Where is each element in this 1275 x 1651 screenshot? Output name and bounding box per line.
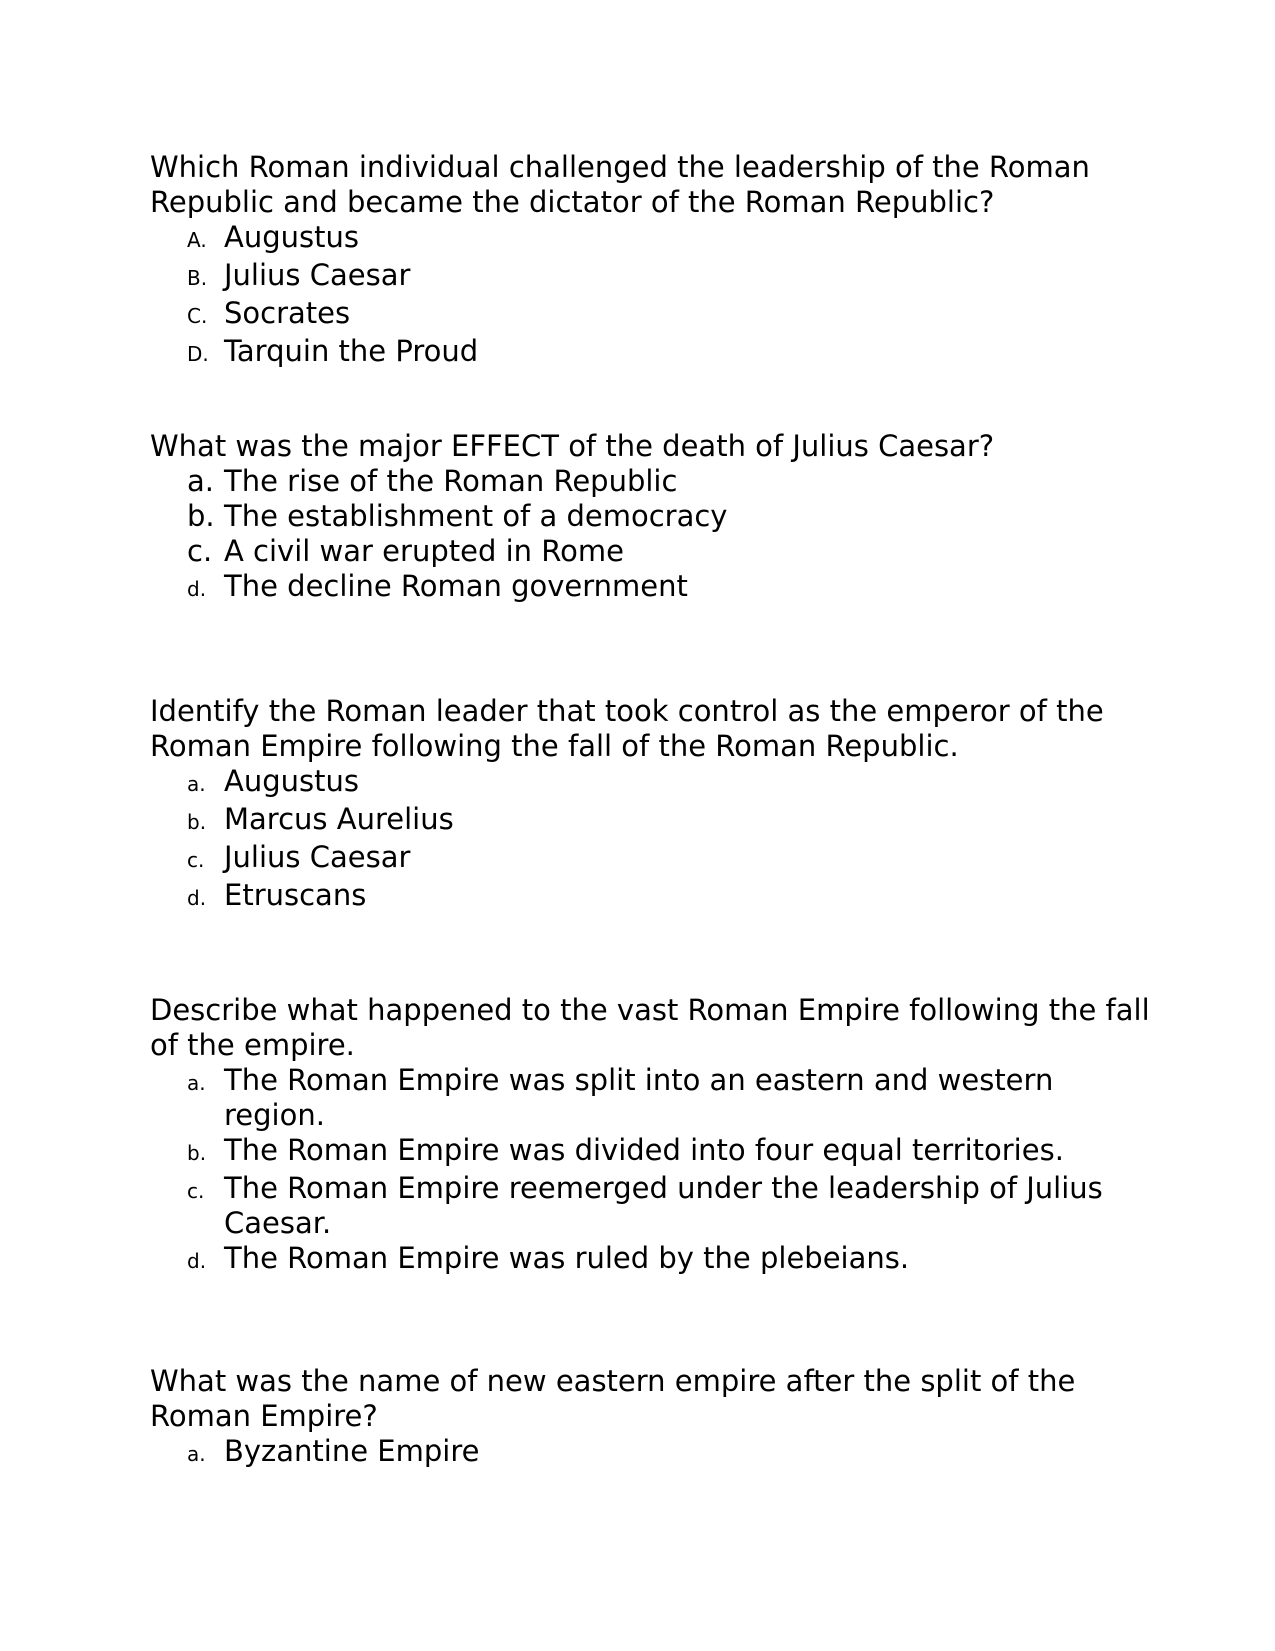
answer-option: [150, 334, 1150, 372]
option-text: Etruscans: [224, 878, 367, 912]
option-marker: b.: [187, 810, 207, 834]
option-marker: A.: [187, 228, 207, 252]
option-marker: a.: [187, 1071, 206, 1095]
option-text: The Roman Empire was split into an eastern and western region.: [224, 1063, 1054, 1132]
option-marker: a.: [187, 1442, 206, 1466]
answer-option: [150, 296, 1150, 334]
answer-options: [150, 220, 1150, 372]
option-text: The Roman Empire reemerged under the leadership of Julius Caesar.: [224, 1171, 1103, 1240]
answer-option: [150, 1434, 1150, 1472]
option-text: Augustus: [224, 764, 359, 798]
question-text: Identify the Roman leader that took control as the emperor of the Roman Empire following the fall of the Roman Republic.: [150, 694, 1104, 763]
question-text: What was the name of new eastern empire after the split of the Roman Empire?: [150, 1364, 1076, 1433]
option-text: Tarquin the Proud: [224, 334, 479, 368]
answer-option: [150, 1063, 1150, 1133]
option-marker: c.: [187, 848, 205, 872]
answer-option: [150, 802, 1150, 840]
question-4: [150, 993, 1150, 1279]
answer-options: [150, 464, 1150, 607]
option-marker: C.: [187, 304, 208, 328]
option-marker: b.: [187, 1141, 207, 1165]
answer-option: [150, 258, 1150, 296]
option-text: Socrates: [224, 296, 351, 330]
answer-option: [150, 840, 1150, 878]
option-marker: c.: [187, 534, 213, 568]
option-text: Marcus Aurelius: [224, 802, 454, 836]
answer-option: [150, 1171, 1150, 1241]
option-text: Byzantine Empire: [224, 1434, 480, 1468]
option-text: The Roman Empire was divided into four equal territories.: [224, 1133, 1064, 1167]
answer-option: [150, 499, 1150, 534]
answer-options: [150, 1063, 1150, 1279]
question-5: [150, 1364, 1150, 1472]
answer-options: [150, 1434, 1150, 1472]
answer-option: [150, 878, 1150, 916]
option-marker: D.: [187, 342, 209, 366]
option-text: The decline Roman government: [224, 569, 688, 603]
answer-option: [150, 220, 1150, 258]
option-text: The rise of the Roman Republic: [224, 464, 678, 498]
question-1: [150, 150, 1150, 372]
question-text: Describe what happened to the vast Roman Empire following the fall of the empire.: [150, 993, 1150, 1062]
option-marker: d.: [187, 577, 207, 601]
option-text: Julius Caesar: [224, 840, 411, 874]
question-text: Which Roman individual challenged the leadership of the Roman Republic and became the dictator of the Roman Republic?: [150, 150, 1090, 219]
answer-options: [150, 764, 1150, 916]
option-marker: a.: [187, 464, 214, 498]
answer-option: [150, 569, 1150, 607]
option-marker: b.: [187, 499, 215, 533]
answer-option: [150, 1241, 1150, 1279]
option-marker: B.: [187, 266, 208, 290]
question-2: [150, 429, 1150, 607]
answer-option: [150, 534, 1150, 569]
option-text: A civil war erupted in Rome: [224, 534, 624, 568]
option-text: Augustus: [224, 220, 359, 254]
answer-option: [150, 1133, 1150, 1171]
option-marker: c.: [187, 1179, 205, 1203]
answer-option: [150, 464, 1150, 499]
option-text: The Roman Empire was ruled by the plebeians.: [224, 1241, 910, 1275]
option-text: The establishment of a democracy: [224, 499, 728, 533]
answer-option: [150, 764, 1150, 802]
question-text: What was the major EFFECT of the death of Julius Caesar?: [150, 429, 995, 463]
option-marker: a.: [187, 772, 206, 796]
question-3: [150, 694, 1150, 916]
option-marker: d.: [187, 1249, 207, 1273]
option-text: Julius Caesar: [224, 258, 411, 292]
option-marker: d.: [187, 886, 207, 910]
